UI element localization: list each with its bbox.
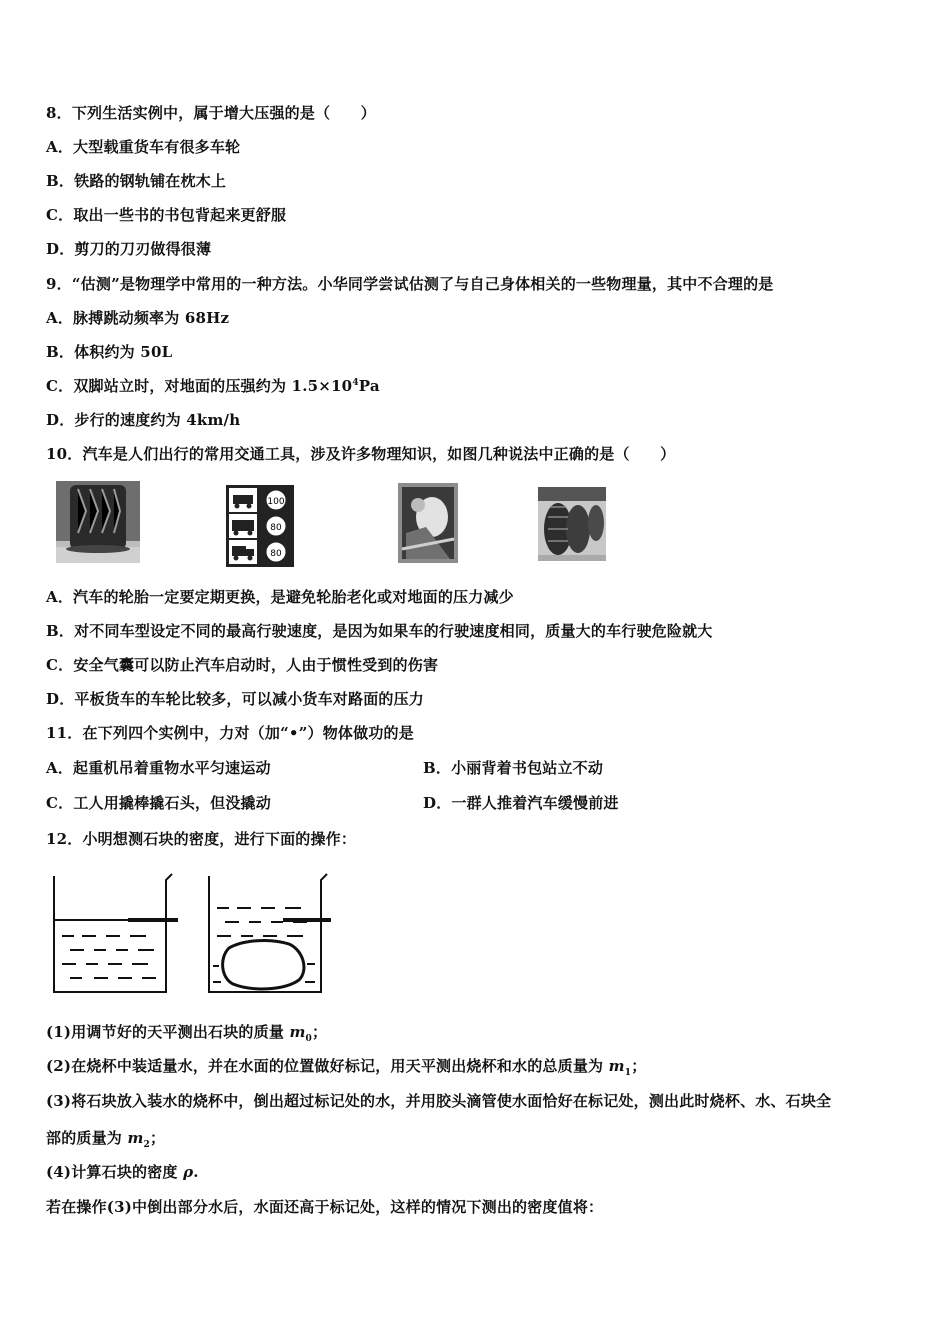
q10-option-c: C．安全气囊可以防止汽车启动时，人由于惯性受到的伤害 [46, 656, 439, 674]
q10-option-a: A．汽车的轮胎一定要定期更换，是避免轮胎老化或对地面的压力减少 [46, 588, 514, 606]
q9-option-c [46, 375, 380, 396]
q9-option-c-exponent: 4 [352, 378, 359, 388]
sign-limit-1: 100 [267, 497, 285, 507]
airbag-photo [398, 483, 458, 563]
q11-option-b: B．小丽背着书包站立不动 [423, 759, 604, 777]
q11-row1 [46, 757, 604, 778]
beaker-with-stone [203, 870, 337, 998]
q12-step3-text: 部的质量为 [46, 1129, 128, 1147]
q11-option-c: C．工人用撬棒撬石头，但没撬动 [46, 794, 271, 812]
q12-step4 [46, 1161, 199, 1182]
q12-step4-end: . [193, 1163, 199, 1181]
q8-option-b: B．铁路的钢轨铺在枕木上 [46, 172, 227, 190]
sign-limit-3: 80 [270, 549, 282, 559]
q12-stem: 12．小明想测石块的密度，进行下面的操作： [46, 830, 357, 848]
q9-stem: 9．“估测”是物理学中常用的一种方法。小华同学尝试估测了与自己身体相关的一些物理量，其中不合理的是 [46, 275, 774, 293]
q8-option-c: C．取出一些书的书包背起来更舒服 [46, 206, 287, 224]
q10-option-d: D．平板货车的车轮比较多，可以减小货车对路面的压力 [46, 690, 425, 708]
q12-step2-sub: 1 [624, 1068, 632, 1078]
q12-step4-var: ρ [183, 1163, 194, 1181]
q11-option-a: A．起重机吊着重物水平匀速运动 [46, 759, 271, 777]
q9-option-d: D．步行的速度约为 4km/h [46, 411, 241, 429]
q9-option-b: B．体积约为 50L [46, 343, 173, 361]
q12-step3-var: m [127, 1129, 144, 1147]
q12-step1-var: m [289, 1023, 306, 1041]
speed-limit-signs [226, 485, 294, 567]
q11-row2 [46, 792, 619, 813]
q12-step1-text: (1)用调节好的天平测出石块的质量 [46, 1023, 290, 1041]
sign-limit-2: 80 [270, 523, 282, 533]
q12-step1-sub: 0 [305, 1034, 313, 1044]
q10-stem: 10．汽车是人们出行的常用交通工具，涉及许多物理知识，如图几种说法中正确的是（ ） [46, 445, 676, 463]
q8-option-d: D．剪刀的刀刃做得很薄 [46, 240, 212, 258]
q12-step2-var: m [608, 1057, 625, 1075]
q9-option-a: A．脉搏跳动频率为 68Hz [46, 309, 230, 327]
q12-step2 [46, 1055, 646, 1078]
q9-option-c-text: C．双脚站立时，对地面的压强约为 1.5×10 [46, 377, 353, 395]
q9-option-c-unit: Pa [358, 377, 380, 395]
q12-final-question: 若在操作(3)中倒出部分水后，水面还高于标记处，这样的情况下测出的密度值将： [46, 1198, 604, 1216]
q12-step3-end: ； [149, 1129, 166, 1147]
q11-stem: 11．在下列四个实例中，力对（加“•”）物体做功的是 [46, 724, 414, 742]
q12-step2-end: ； [631, 1057, 647, 1075]
q12-step3-line1: (3)将石块放入装水的烧杯中，倒出超过标记处的水，并用胶头滴管使水面恰好在标记处，测出此时烧杯、水、石块全 [46, 1092, 832, 1110]
q12-step1 [46, 1021, 327, 1044]
tire-photo [56, 481, 140, 563]
q11-option-d: D．一群人推着汽车缓慢前进 [423, 794, 619, 812]
q12-step2-text: (2)在烧杯中装适量水，并在水面的位置做好标记，用天平测出烧杯和水的总质量为 [46, 1057, 609, 1075]
q8-stem: 8．下列生活实例中，属于增大压强的是（ ） [46, 104, 376, 122]
q12-step1-end: ； [312, 1023, 328, 1041]
q12-step3-line2 [46, 1127, 165, 1150]
q12-step3-sub: 2 [143, 1140, 150, 1150]
q10-option-b: B．对不同车型设定不同的最高行驶速度，是因为如果车的行驶速度相同，质量大的车行驶危险就大 [46, 622, 713, 640]
q8-option-a: A．大型载重货车有很多车轮 [46, 138, 241, 156]
beaker-water-only [48, 870, 182, 998]
q12-step4-text: (4)计算石块的密度 [46, 1163, 184, 1181]
truck-wheels-photo [538, 487, 606, 561]
